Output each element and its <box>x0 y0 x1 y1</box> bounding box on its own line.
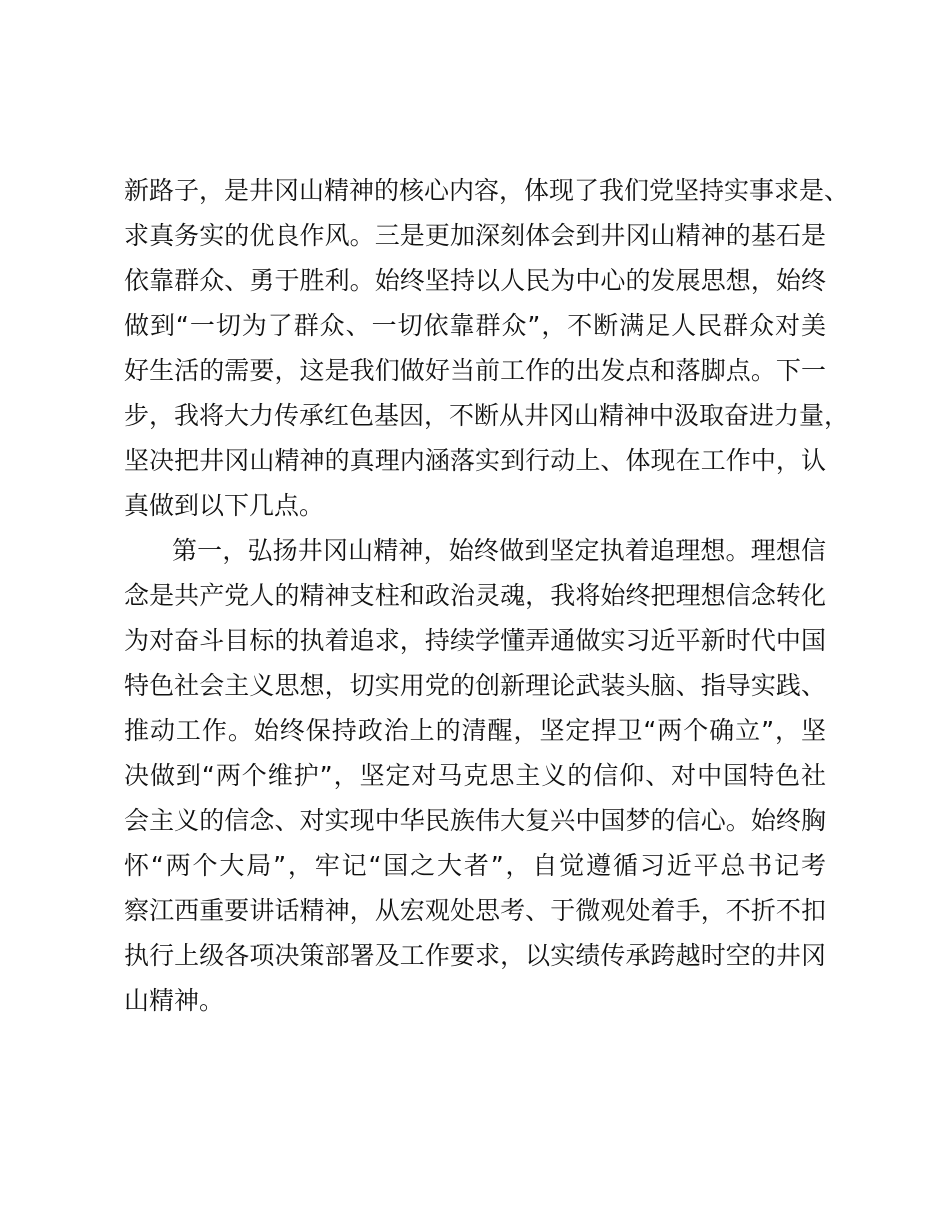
text-line: 好生活的需要，这是我们做好当前工作的出发点和落脚点。下一 <box>124 356 826 385</box>
text-line: 会主义的信念、对实现中华民族伟大复兴中国梦的信心。始终胸 <box>124 806 826 835</box>
text-line: 为对奋斗目标的执着追求，持续学懂弄通做实习近平新时代中国 <box>124 626 826 655</box>
text-line: 依靠群众、勇于胜利。始终坚持以人民为中心的发展思想，始终 <box>124 266 826 295</box>
body-text <box>124 168 850 1023</box>
text-line: 特色社会主义思想，切实用党的创新理论武装头脑、指导实践、 <box>124 671 826 700</box>
paragraph-2 <box>124 528 826 1023</box>
text-line: 念是共产党人的精神支柱和政治灵魂，我将始终把理想信念转化 <box>124 581 826 610</box>
text-line: 求真务实的优良作风。三是更加深刻体会到井冈山精神的基石是 <box>124 221 826 250</box>
text-line: 察江西重要讲话精神，从宏观处思考、于微观处着手，不折不扣 <box>124 896 826 925</box>
text-line: 推动工作。始终保持政治上的清醒，坚定捍卫“两个确立”，坚 <box>124 716 826 745</box>
text-line: 真做到以下几点。 <box>124 491 325 520</box>
text-line: 怀“两个大局”，牢记“国之大者”，自觉遵循习近平总书记考 <box>124 851 826 880</box>
text-line: 做到“一切为了群众、一切依靠群众”，不断满足人民群众对美 <box>124 311 826 340</box>
text-line: 步，我将大力传承红色基因，不断从井冈山精神中汲取奋进力量， <box>124 401 850 430</box>
text-line: 执行上级各项决策部署及工作要求，以实绩传承跨越时空的井冈 <box>124 941 826 970</box>
text-line: 决做到“两个维护”，坚定对马克思主义的信仰、对中国特色社 <box>124 761 826 790</box>
paragraph-1 <box>124 168 850 528</box>
text-line: 第一，弘扬井冈山精神，始终做到坚定执着追理想。理想信 <box>172 536 826 565</box>
text-line: 新路子，是井冈山精神的核心内容，体现了我们党坚持实事求是、 <box>124 176 850 205</box>
text-line: 山精神。 <box>124 986 225 1015</box>
text-line: 坚决把井冈山精神的真理内涵落实到行动上、体现在工作中，认 <box>124 446 826 475</box>
